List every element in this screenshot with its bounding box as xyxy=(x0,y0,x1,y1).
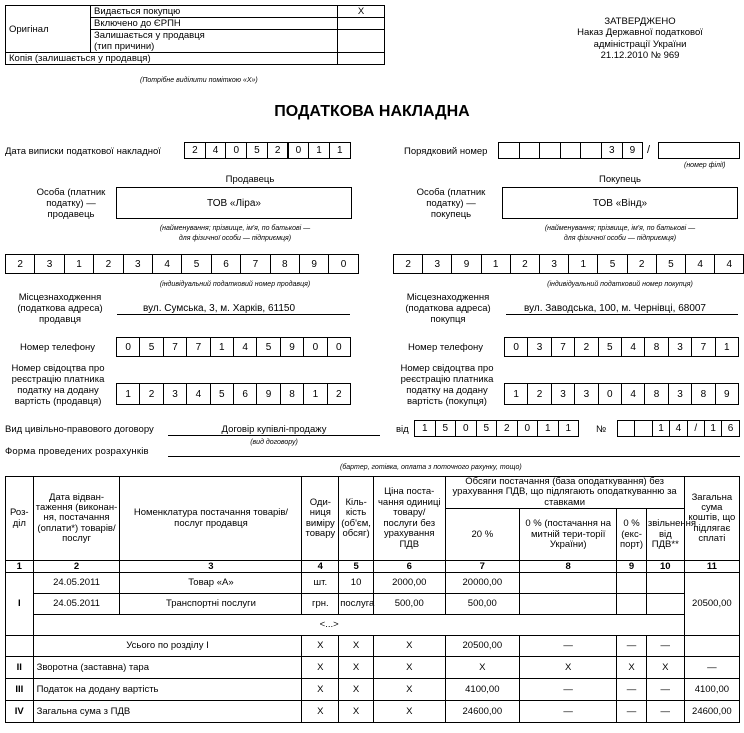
seller-name-field[interactable]: ТОВ «Ліра» xyxy=(116,187,352,219)
col-num: 8 xyxy=(520,561,617,573)
digit-cell[interactable]: 0 xyxy=(455,420,477,437)
seller-cert-label: Номер свідоцтва про реєстрацію платника податку на додану вартість (продавця) xyxy=(11,363,105,407)
digit-cell[interactable]: 1 xyxy=(481,254,511,274)
remains-label: Залишається у продавця xyxy=(91,30,338,42)
section-1-sum-row xyxy=(6,636,740,657)
col-num: 9 xyxy=(617,561,647,573)
digit-cell[interactable]: 5 xyxy=(210,383,234,405)
digit-cell[interactable]: 4 xyxy=(714,254,744,274)
digit-cell[interactable]: 0 xyxy=(303,337,327,357)
mark-note: (Потрібне виділити поміткою «Х») xyxy=(140,77,258,84)
digit-cell[interactable]: 7 xyxy=(240,254,270,274)
row-exempt[interactable] xyxy=(646,573,684,594)
digit-cell[interactable]: 4 xyxy=(205,142,227,159)
digit-cell[interactable]: 3 xyxy=(668,337,692,357)
digit-cell[interactable]: 0 xyxy=(225,142,247,159)
digit-cell[interactable]: 3 xyxy=(601,142,623,159)
x-mark: X xyxy=(302,679,339,701)
branch-note: (номер філії) xyxy=(684,162,726,169)
section-1-total[interactable]: 20500,00 xyxy=(684,573,739,636)
section-1-label: I xyxy=(6,573,34,636)
digit-cell[interactable] xyxy=(498,142,520,159)
seller-address-label: Місцезнаходження (податкова адреса) продавця xyxy=(17,292,103,325)
x-mark: X xyxy=(373,657,445,679)
branch-number-field[interactable] xyxy=(658,142,740,159)
row-v0-export[interactable] xyxy=(617,573,647,594)
header-volume-group: Обсяги постачання (база оподаткування) без урахування ПДВ, що підлягають оподаткуванню за ставками xyxy=(445,477,684,509)
digit-cell[interactable]: 4 xyxy=(685,254,715,274)
digit-cell[interactable]: 1 xyxy=(303,383,327,405)
col-num: 4 xyxy=(302,561,339,573)
given-mark[interactable]: X xyxy=(338,6,385,18)
digit-cell[interactable]: 3 xyxy=(527,337,551,357)
digit-cell[interactable]: 1 xyxy=(704,420,722,437)
digit-cell[interactable]: 6 xyxy=(721,420,739,437)
digit-cell[interactable]: 2 xyxy=(527,383,551,405)
col-num: 7 xyxy=(445,561,520,573)
page-title: ПОДАТКОВА НАКЛАДНА xyxy=(274,103,470,120)
digit-cell[interactable]: 3 xyxy=(422,254,452,274)
digit-cell[interactable]: 2 xyxy=(574,337,598,357)
section-4-name: Загальна сума з ПДВ xyxy=(33,701,302,723)
contract-type[interactable]: Договір купівлі-продажу xyxy=(168,424,380,436)
dash: — xyxy=(646,679,684,701)
digit-cell[interactable]: 5 xyxy=(246,142,268,159)
digit-cell[interactable]: 4 xyxy=(621,337,645,357)
digit-cell[interactable]: 7 xyxy=(691,337,715,357)
buyer-address[interactable]: вул. Заводська, 100, м. Чернівці, 68007 xyxy=(506,303,738,315)
dash: — xyxy=(684,657,739,679)
header-price: Ціна поста-чання одиниці товару/ послуги без урахування ПДВ xyxy=(373,477,445,561)
digit-cell[interactable]: 1 xyxy=(210,337,234,357)
buyer-name-note-2: для фізичної особи — підприємця) xyxy=(563,234,677,242)
x-mark: X xyxy=(339,701,374,723)
digit-cell[interactable]: 7 xyxy=(551,337,575,357)
sum-label: Усього по розділу I xyxy=(33,636,302,657)
digit-cell[interactable]: 3 xyxy=(574,383,598,405)
section-4-label: IV xyxy=(6,701,34,723)
digit-cell[interactable]: 1 xyxy=(504,383,528,405)
digit-cell[interactable]: 1 xyxy=(652,420,670,437)
payment-label: Форма проведених розрахунків xyxy=(5,446,149,457)
digit-cell[interactable]: 9 xyxy=(451,254,481,274)
section-3-row xyxy=(6,679,740,701)
digit-cell[interactable]: 1 xyxy=(414,420,436,437)
digit-cell[interactable]: 5 xyxy=(435,420,457,437)
digit-cell[interactable]: 8 xyxy=(644,337,668,357)
digit-cell[interactable]: 9 xyxy=(299,254,329,274)
digit-cell[interactable]: 9 xyxy=(280,337,304,357)
digit-cell[interactable]: 0 xyxy=(327,337,351,357)
original-label: Оригінал xyxy=(6,6,91,53)
seller-name-note-1: (найменування; прізвище, ім'я, по батькові — xyxy=(159,225,311,232)
digit-cell[interactable]: 8 xyxy=(691,383,715,405)
digit-cell[interactable]: 4 xyxy=(152,254,182,274)
digit-cell[interactable]: 1 xyxy=(116,383,140,405)
remains-mark[interactable] xyxy=(338,30,385,53)
date-label: Дата виписки податкової накладної xyxy=(5,146,161,157)
header-exempt: звільнення від ПДВ** xyxy=(646,509,684,561)
seller-phone-label: Номер телефону xyxy=(20,342,96,353)
digit-cell[interactable]: 2 xyxy=(184,142,206,159)
x-mark: X xyxy=(373,679,445,701)
sum-total-blank xyxy=(684,636,739,657)
digit-cell[interactable]: 0 xyxy=(504,337,528,357)
given-label: Видається покупцю xyxy=(91,6,338,18)
dash: — xyxy=(617,679,647,701)
digit-cell[interactable]: 1 xyxy=(308,142,330,159)
digit-cell[interactable]: 8 xyxy=(644,383,668,405)
row-name[interactable]: Товар «А» xyxy=(120,573,302,594)
section-3-label: III xyxy=(6,679,34,701)
digit-cell[interactable] xyxy=(519,142,541,159)
digit-cell[interactable]: 2 xyxy=(496,420,518,437)
digit-cell[interactable]: 1 xyxy=(537,420,559,437)
row-exempt[interactable] xyxy=(646,594,684,615)
buyer-name-field[interactable]: ТОВ «Вінд» xyxy=(502,187,738,219)
seller-header: Продавець xyxy=(225,174,275,185)
section-2-name: Зворотна (заставна) тара xyxy=(33,657,302,679)
goods-table xyxy=(5,476,740,723)
row-qty[interactable]: послуга xyxy=(339,594,374,615)
number-label: Порядковий номер xyxy=(404,146,488,157)
digit-cell[interactable]: 6 xyxy=(211,254,241,274)
row-v20[interactable]: 500,00 xyxy=(445,594,520,615)
approved-line1: Наказ Державної податкової xyxy=(577,27,703,39)
col-num: 3 xyxy=(120,561,302,573)
header-section: Роз-діл xyxy=(6,477,34,561)
included-mark[interactable] xyxy=(338,18,385,30)
x-mark: X xyxy=(302,701,339,723)
digit-cell[interactable]: 5 xyxy=(598,337,622,357)
row-unit[interactable]: грн. xyxy=(302,594,339,615)
digit-cell[interactable]: 2 xyxy=(627,254,657,274)
seller-name-note xyxy=(120,224,350,244)
digit-cell[interactable]: 9 xyxy=(256,383,280,405)
digit-cell[interactable]: 0 xyxy=(288,142,310,159)
digit-cell[interactable]: 5 xyxy=(181,254,211,274)
digit-cell[interactable]: 6 xyxy=(233,383,257,405)
remains-sub: (тип причини) xyxy=(91,41,338,53)
digit-cell[interactable]: 8 xyxy=(280,383,304,405)
contract-from-label: від xyxy=(396,424,409,435)
seller-name-note-2: для фізичної особи — підприємця) xyxy=(178,234,292,242)
seller-ipn-note: (індивідуальний податковий номер продавця) xyxy=(159,281,311,288)
digit-cell[interactable]: 9 xyxy=(622,142,644,159)
digit-cell[interactable]: 0 xyxy=(517,420,539,437)
digit-cell[interactable]: 3 xyxy=(551,383,575,405)
row-price[interactable]: 500,00 xyxy=(373,594,445,615)
header-0pct-customs: 0 % (постачання на митній тери-торії України) xyxy=(520,509,617,561)
header-0pct-export: 0 % (екс-порт) xyxy=(617,509,647,561)
digit-cell[interactable]: 3 xyxy=(123,254,153,274)
digit-cell[interactable]: 3 xyxy=(668,383,692,405)
digit-cell[interactable]: 5 xyxy=(476,420,498,437)
buyer-name-note xyxy=(505,224,735,244)
digit-cell[interactable]: 5 xyxy=(597,254,627,274)
included-label: Включено до ЄРПН xyxy=(91,18,338,30)
dash: — xyxy=(520,701,617,723)
buyer-cert-label: Номер свідоцтва про реєстрацію платника податку на додану вартість (покупця) xyxy=(400,363,494,407)
seller-person-label: Особа (платник податку) — продавець xyxy=(36,187,106,220)
row-v20[interactable]: 20000,00 xyxy=(445,573,520,594)
row-v0-customs[interactable] xyxy=(520,594,617,615)
x-mark: X xyxy=(520,657,617,679)
dash: — xyxy=(617,636,647,657)
vat-value[interactable]: 4100,00 xyxy=(445,679,520,701)
ellipsis: <...> xyxy=(33,615,684,636)
seller-address[interactable]: вул. Сумська, 3, м. Харків, 61150 xyxy=(117,303,350,315)
table-row xyxy=(6,573,740,594)
buyer-address-label: Місцезнаходження (податкова адреса) покупця xyxy=(405,292,491,325)
digit-cell[interactable]: 1 xyxy=(558,420,580,437)
digit-cell[interactable]: 7 xyxy=(163,337,187,357)
header-unit: Оди-ниця виміру товару xyxy=(302,477,339,561)
buyer-phone-label: Номер телефону xyxy=(408,342,484,353)
x-mark: X xyxy=(339,636,374,657)
row-name[interactable]: Транспортні послуги xyxy=(120,594,302,615)
digit-cell[interactable]: 2 xyxy=(93,254,123,274)
col-num: 2 xyxy=(33,561,120,573)
digit-cell[interactable]: 0 xyxy=(116,337,140,357)
digit-cell[interactable]: 2 xyxy=(393,254,423,274)
copy-mark[interactable] xyxy=(338,53,385,65)
digit-cell[interactable]: 4 xyxy=(233,337,257,357)
section-3-name: Податок на додану вартість xyxy=(33,679,302,701)
digit-cell[interactable]: 2 xyxy=(267,142,289,159)
dash: — xyxy=(646,701,684,723)
dash: — xyxy=(617,701,647,723)
payment-line[interactable] xyxy=(168,456,740,457)
header-date: Дата відван-таження (виконан-ня, постачання (оплати*) товарів/ послуг xyxy=(33,477,120,561)
row-v0-customs[interactable] xyxy=(520,573,617,594)
row-price[interactable]: 2000,00 xyxy=(373,573,445,594)
grand-value[interactable]: 24600,00 xyxy=(445,701,520,723)
row-v0-export[interactable] xyxy=(617,594,647,615)
dash: — xyxy=(646,636,684,657)
digit-cell[interactable]: 7 xyxy=(186,337,210,357)
x-mark: X xyxy=(617,657,647,679)
buyer-ipn-note: (індивідуальний податковий номер покупця) xyxy=(547,281,693,288)
contract-note: (вид договору) xyxy=(250,439,298,446)
row-unit[interactable]: шт. xyxy=(302,573,339,594)
buyer-person-label: Особа (платник податку) — покупець xyxy=(416,187,486,220)
col-num: 1 xyxy=(6,561,34,573)
header-20pct: 20 % xyxy=(445,509,520,561)
column-numbers-row xyxy=(6,561,740,573)
digit-cell[interactable]: 8 xyxy=(270,254,300,274)
approved-line2: адміністрації України xyxy=(593,38,687,50)
x-mark: X xyxy=(445,657,520,679)
vat-total[interactable]: 4100,00 xyxy=(684,679,739,701)
approved-block xyxy=(560,16,720,62)
x-mark: X xyxy=(646,657,684,679)
section-2-row xyxy=(6,657,740,679)
buyer-name-note-1: (найменування; прізвище, ім'я, по батькові — xyxy=(544,225,696,232)
col-num: 10 xyxy=(646,561,684,573)
digit-cell[interactable]: 1 xyxy=(568,254,598,274)
header-qty: Кіль-кість (об'єм, обсяг) xyxy=(339,477,374,561)
contract-no-label: № xyxy=(596,424,607,435)
approved-line3: 21.12.2010 № 969 xyxy=(600,50,680,62)
header-total: Загальна сума коштів, що підлягає сплаті xyxy=(684,477,739,561)
table-row xyxy=(6,594,740,615)
digit-cell[interactable]: 2 xyxy=(327,383,351,405)
sum-section-blank xyxy=(6,636,34,657)
sum-v20[interactable]: 20500,00 xyxy=(445,636,520,657)
digit-cell[interactable] xyxy=(539,142,561,159)
number-separator: / xyxy=(647,144,651,156)
digit-cell[interactable]: 4 xyxy=(669,420,687,437)
ellipsis-row xyxy=(6,615,740,636)
digit-cell[interactable]: 5 xyxy=(139,337,163,357)
digit-cell[interactable]: 5 xyxy=(256,337,280,357)
row-date[interactable]: 24.05.2011 xyxy=(33,573,120,594)
digit-cell[interactable]: 3 xyxy=(539,254,569,274)
digit-cell[interactable]: 2 xyxy=(5,254,35,274)
x-mark: X xyxy=(339,657,374,679)
row-date[interactable]: 24.05.2011 xyxy=(33,594,120,615)
digit-cell[interactable]: 9 xyxy=(715,383,739,405)
col-num: 5 xyxy=(339,561,374,573)
digit-cell[interactable]: 3 xyxy=(34,254,64,274)
section-2-label: II xyxy=(6,657,34,679)
digit-cell[interactable]: 1 xyxy=(715,337,739,357)
copy-label: Копія (залишається у продавця) xyxy=(6,53,338,65)
digit-cell[interactable]: 5 xyxy=(656,254,686,274)
grand-total[interactable]: 24600,00 xyxy=(684,701,739,723)
payment-note: (бартер, готівка, оплата з поточного рахунку, тощо) xyxy=(340,464,522,471)
digit-cell[interactable]: 2 xyxy=(510,254,540,274)
col-num: 11 xyxy=(684,561,739,573)
digit-cell[interactable]: 0 xyxy=(598,383,622,405)
original-copy-table xyxy=(5,5,385,65)
digit-cell[interactable] xyxy=(580,142,602,159)
contract-label: Вид цивільно-правового договору xyxy=(5,424,154,435)
digit-cell[interactable]: 4 xyxy=(186,383,210,405)
digit-cell[interactable]: / xyxy=(687,420,705,437)
section-4-row xyxy=(6,701,740,723)
x-mark: X xyxy=(373,701,445,723)
col-num: 6 xyxy=(373,561,445,573)
digit-cell[interactable]: 2 xyxy=(139,383,163,405)
dash: — xyxy=(520,636,617,657)
digit-cell[interactable]: 1 xyxy=(329,142,351,159)
digit-cell[interactable]: 0 xyxy=(328,254,358,274)
digit-cell[interactable] xyxy=(634,420,652,437)
digit-cell[interactable]: 4 xyxy=(621,383,645,405)
x-mark: X xyxy=(339,679,374,701)
digit-cell[interactable]: 1 xyxy=(64,254,94,274)
x-mark: X xyxy=(373,636,445,657)
digit-cell[interactable]: 3 xyxy=(163,383,187,405)
buyer-header: Покупець xyxy=(599,174,641,185)
dash: — xyxy=(520,679,617,701)
x-mark: X xyxy=(302,657,339,679)
digit-cell[interactable] xyxy=(560,142,582,159)
row-qty[interactable]: 10 xyxy=(339,573,374,594)
approved-title: ЗАТВЕРДЖЕНО xyxy=(604,16,676,27)
header-nomenclature: Номенклатура постачання товарів/ послуг продавця xyxy=(120,477,302,561)
digit-cell[interactable] xyxy=(617,420,635,437)
x-mark: X xyxy=(302,636,339,657)
